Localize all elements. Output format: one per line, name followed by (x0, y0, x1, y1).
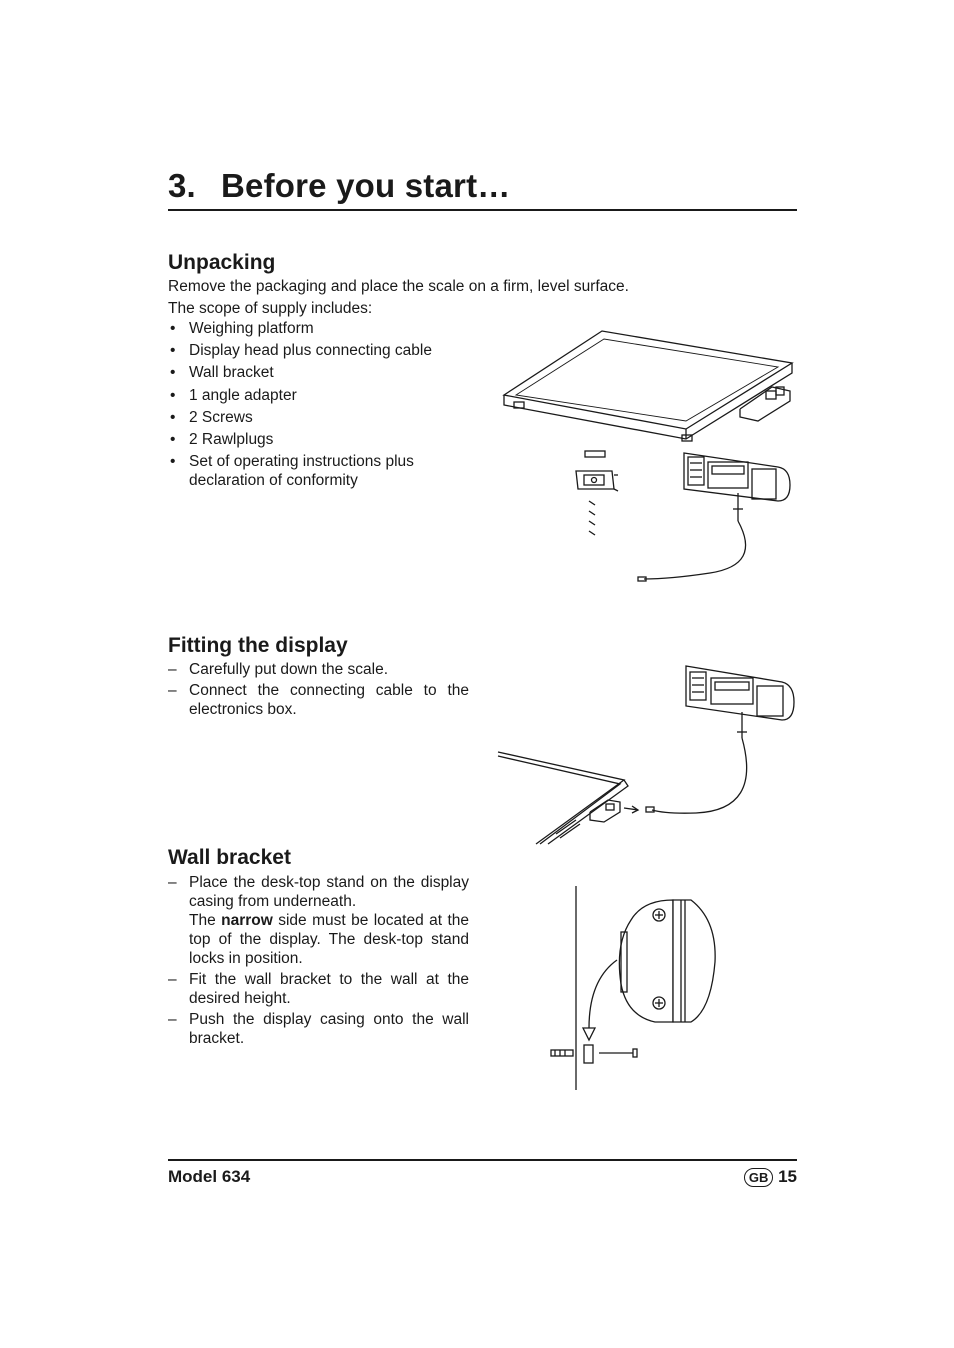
wall-mount-illustration (545, 884, 745, 1094)
list-item (168, 873, 469, 968)
section-number: 3. (168, 167, 196, 204)
unpacking-heading: Unpacking (168, 251, 276, 274)
list-item: – Push the display casing onto the wall bracket. (168, 1010, 469, 1048)
list-item: • Display head plus connecting cable (168, 341, 478, 360)
supply-list (168, 319, 478, 493)
unpacking-illustration (500, 325, 800, 595)
footer-rule (168, 1159, 797, 1161)
page-number: 15 (778, 1167, 797, 1186)
unpacking-intro-2: The scope of supply includes: (168, 300, 373, 317)
fitting-heading: Fitting the display (168, 634, 348, 657)
unpacking-intro-1: Remove the packaging and place the scale on a firm, level surface. (168, 278, 629, 295)
title-rule (168, 209, 797, 211)
page-title (168, 164, 510, 208)
list-item: • 1 angle adapter (168, 386, 478, 405)
section-title: Before you start… (221, 167, 511, 204)
language-badge: GB (744, 1168, 774, 1187)
list-item: • 2 Screws (168, 408, 478, 427)
list-item: – Carefully put down the scale. (168, 660, 469, 679)
list-item: • Weighing platform (168, 319, 478, 338)
list-item: – Connect the connecting cable to the electronics box. (168, 681, 469, 719)
wall-bracket-steps (168, 873, 469, 1050)
list-item: – Fit the wall bracket to the wall at the desired height. (168, 970, 469, 1008)
narrow-bold-text: narrow (221, 912, 273, 929)
step-1b-post: side must be located at the top of the display. The desk-top stand locks in position. (189, 912, 469, 967)
step-1b-pre: The (189, 912, 222, 929)
wall-bracket-heading: Wall bracket (168, 846, 291, 869)
fitting-steps (168, 660, 469, 721)
step-1a-text: Place the desk-top stand on the display casing from underneath. (189, 874, 469, 910)
list-item: • Wall bracket (168, 363, 478, 382)
list-item: • Set of operating instructions plus declaration of conformity (168, 452, 425, 490)
footer-page-info (744, 1166, 797, 1188)
footer-model: Model 634 (168, 1167, 251, 1186)
fitting-illustration (496, 660, 796, 850)
list-item: • 2 Rawlplugs (168, 430, 478, 449)
